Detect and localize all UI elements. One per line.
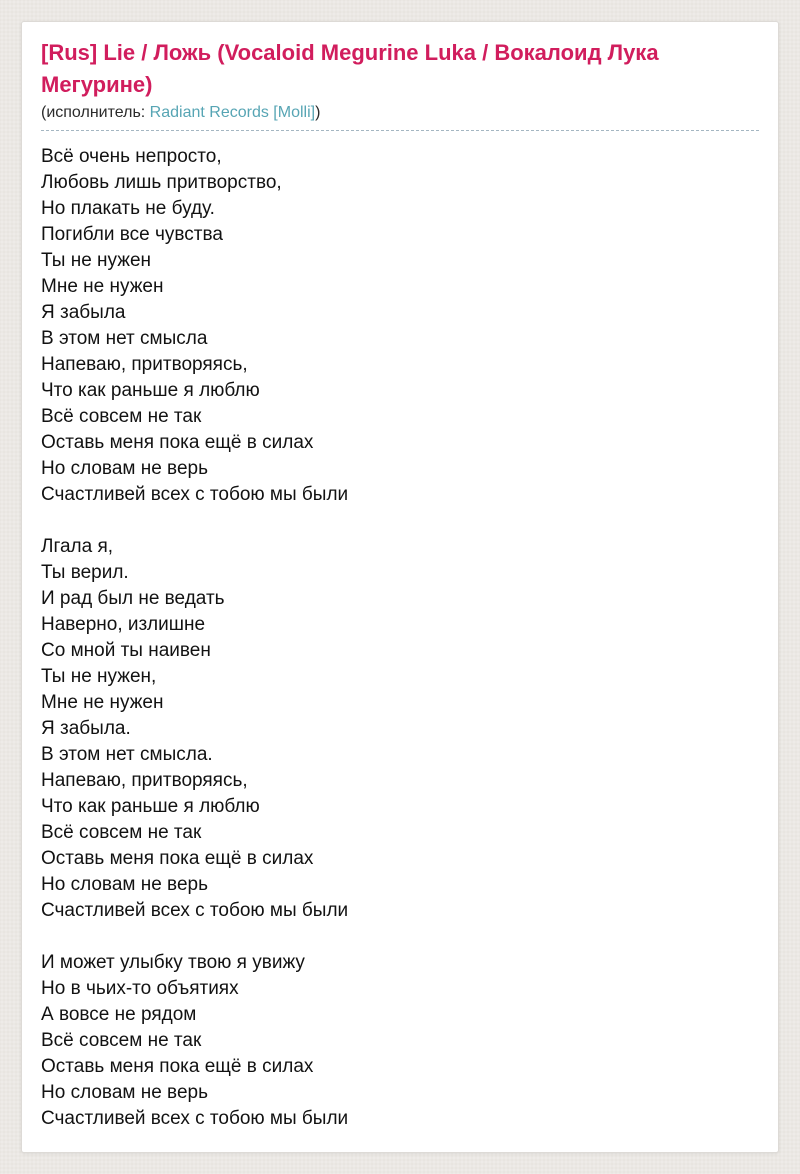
lyric-line: Мне не нужен: [41, 276, 164, 297]
lyrics: [41, 144, 759, 1132]
artist-label: (исполнитель:: [41, 104, 150, 121]
lyric-line: Но в чьих-то объятиях: [41, 978, 239, 999]
lyric-line: Оставь меня пока ещё в силах: [41, 848, 314, 869]
lyric-line: И может улыбку твою я увижу: [41, 952, 305, 973]
header: [41, 37, 759, 131]
lyric-line: Напеваю, притворяясь,: [41, 354, 248, 375]
lyric-line: И рад был не ведать: [41, 588, 225, 609]
lyric-line: Всё очень непросто,: [41, 146, 222, 167]
lyric-line: Всё совсем не так: [41, 822, 202, 843]
lyric-line: Оставь меня пока ещё в силах: [41, 1056, 314, 1077]
lyric-line: Всё совсем не так: [41, 1030, 202, 1051]
lyric-line: Погибли все чувства: [41, 224, 223, 245]
lyric-line: Ты не нужен,: [41, 666, 157, 687]
artist-link[interactable]: Radiant Records [Molli]: [149, 104, 316, 121]
lyric-line: Но словам не верь: [41, 458, 208, 479]
lyric-line: Оставь меня пока ещё в силах: [41, 432, 314, 453]
lyric-line: Лгала я,: [41, 536, 114, 557]
artist-line: [41, 103, 759, 123]
page-title: [Rus] Lie / Ложь (Vocaloid Megurine Luka / Вокалоид Лука Мегурине): [41, 40, 659, 97]
lyric-line: Но плакать не буду.: [41, 198, 215, 219]
lyric-line: Счастливей всех с тобою мы были: [41, 900, 349, 921]
lyric-line: В этом нет смысла.: [41, 744, 213, 765]
lyric-line: А вовсе не рядом: [41, 1004, 197, 1025]
stanza: [41, 534, 759, 924]
lyric-line: Я забыла.: [41, 718, 131, 739]
lyric-line: Ты не нужен: [41, 250, 152, 271]
stanza: [41, 144, 759, 508]
artist-suffix: ): [315, 104, 321, 121]
lyric-line: В этом нет смысла: [41, 328, 208, 349]
lyric-line: Я забыла: [41, 302, 126, 323]
lyric-line: Но словам не верь: [41, 1082, 208, 1103]
lyric-line: Счастливей всех с тобою мы были: [41, 484, 349, 505]
content-card: [21, 21, 779, 1153]
lyric-line: Что как раньше я люблю: [41, 796, 260, 817]
lyric-line: Со мной ты наивен: [41, 640, 211, 661]
lyric-line: Напеваю, притворяясь,: [41, 770, 248, 791]
lyric-line: Мне не нужен: [41, 692, 164, 713]
lyric-line: Ты верил.: [41, 562, 129, 583]
lyric-line: Счастливей всех с тобою мы были: [41, 1108, 349, 1129]
lyric-line: Любовь лишь притворство,: [41, 172, 282, 193]
lyric-line: Всё совсем не так: [41, 406, 202, 427]
lyric-line: Наверно, излишне: [41, 614, 206, 635]
lyric-line: Но словам не верь: [41, 874, 208, 895]
stanza: [41, 950, 759, 1132]
lyric-line: Что как раньше я люблю: [41, 380, 260, 401]
